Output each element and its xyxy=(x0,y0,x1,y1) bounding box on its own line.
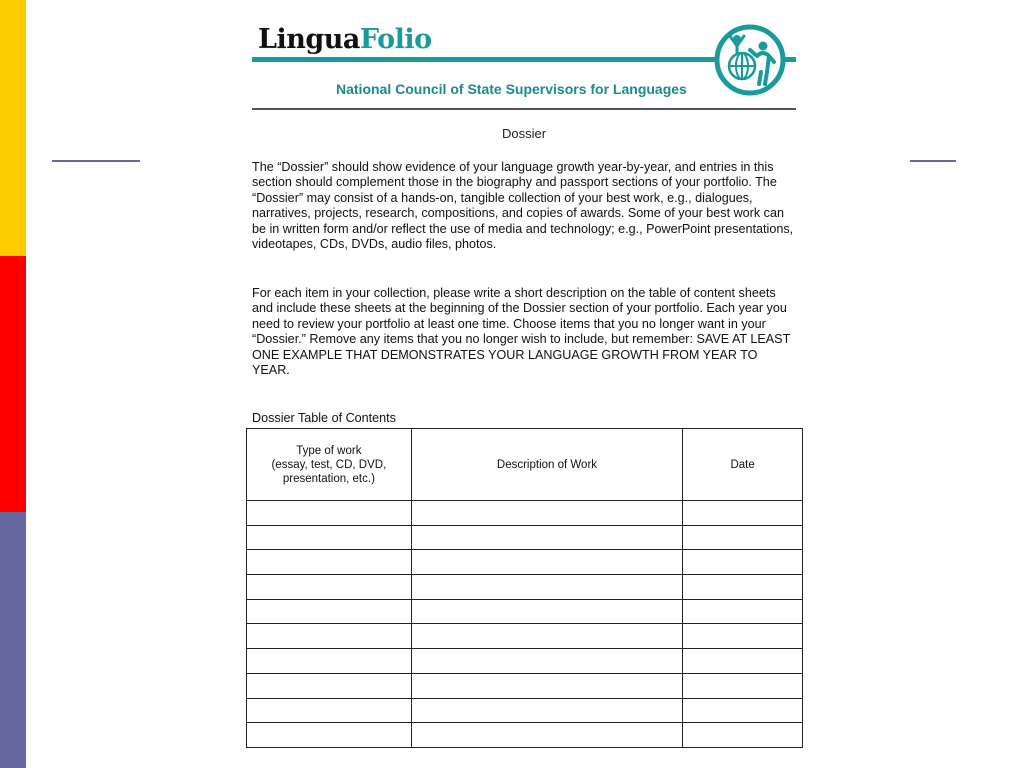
cell-type-of-work xyxy=(247,575,412,600)
cell-description xyxy=(411,723,682,748)
cell-description xyxy=(411,550,682,575)
cell-date xyxy=(683,501,803,526)
cell-description xyxy=(411,673,682,698)
table-row xyxy=(247,698,803,723)
decorative-line-left xyxy=(52,160,140,162)
brand-part2: Folio xyxy=(359,24,432,55)
header-date: Date xyxy=(683,429,803,501)
cell-date xyxy=(683,673,803,698)
cell-date xyxy=(683,698,803,723)
toc-heading: Dossier Table of Contents xyxy=(252,411,396,425)
cell-description xyxy=(411,525,682,550)
cell-description xyxy=(411,575,682,600)
cell-type-of-work xyxy=(247,698,412,723)
cell-date xyxy=(683,649,803,674)
globe-children-icon xyxy=(714,24,786,96)
intro-paragraph: The “Dossier” should show evidence of your language growth year-by-year, and entries in this section should complement those in the biography and passport sections of your portfolio. The “Dossier” may consist of a hands-on, tangible collection of your best work, e.g., dialogues, narratives, projects, research, compositions, and copies of awards. Some of your best work can be in written form and/or reflect the use of media and technology; e.g., PowerPoint presentations, videotapes, CDs, DVDs, audio files, photos. xyxy=(252,160,794,252)
table-row xyxy=(247,599,803,624)
cell-description xyxy=(411,698,682,723)
cell-type-of-work xyxy=(247,550,412,575)
header-type-line3: presentation, etc.) xyxy=(282,472,375,485)
table-body xyxy=(247,501,803,748)
brand-part1: Lingua xyxy=(258,24,360,55)
header-type-of-work xyxy=(247,429,412,501)
cell-date xyxy=(683,550,803,575)
cell-date xyxy=(683,624,803,649)
cell-description xyxy=(411,624,682,649)
table-row xyxy=(247,723,803,748)
cell-description xyxy=(411,501,682,526)
cell-type-of-work xyxy=(247,525,412,550)
cell-date xyxy=(683,723,803,748)
header-type-line2: (essay, test, CD, DVD, xyxy=(271,458,387,471)
table-header-row xyxy=(247,429,803,501)
cell-date xyxy=(683,575,803,600)
decorative-line-right xyxy=(910,160,956,162)
cell-date xyxy=(683,599,803,624)
side-bar-yellow xyxy=(0,0,26,256)
side-bar-purple xyxy=(0,512,26,768)
table-row xyxy=(247,649,803,674)
cell-type-of-work xyxy=(247,599,412,624)
table-row xyxy=(247,550,803,575)
table-row xyxy=(247,525,803,550)
cell-type-of-work xyxy=(247,673,412,698)
instructions-paragraph: For each item in your collection, please write a short description on the table of content sheets and include these sheets at the beginning of the Dossier section of your portfolio. Each year you need to review your portfolio at least one time. Choose items that you no longer want in your “Dossier.” Remove any items that you no longer wish to include, but remember: SAVE AT LEAST ONE EXAMPLE THAT DEMONSTRATES YOUR LANGUAGE GROWTH FROM YEAR TO YEAR. xyxy=(252,286,791,378)
cell-type-of-work xyxy=(247,624,412,649)
cell-date xyxy=(683,525,803,550)
side-bar-red xyxy=(0,256,26,512)
header-description: Description of Work xyxy=(411,429,682,501)
cell-description xyxy=(411,599,682,624)
table-row xyxy=(247,624,803,649)
document-title: Dossier xyxy=(501,126,547,141)
organization-name: National Council of State Supervisors for Languages xyxy=(336,81,687,97)
letterhead xyxy=(252,24,796,110)
header-type-line1: Type of work xyxy=(296,444,362,457)
header-rule xyxy=(252,108,796,110)
dossier-table xyxy=(246,428,803,748)
table-row xyxy=(247,575,803,600)
cell-type-of-work xyxy=(247,501,412,526)
brand-logotype xyxy=(258,24,432,55)
table-row xyxy=(247,673,803,698)
table-row xyxy=(247,501,803,526)
cell-description xyxy=(411,649,682,674)
cell-type-of-work xyxy=(247,649,412,674)
cell-type-of-work xyxy=(247,723,412,748)
